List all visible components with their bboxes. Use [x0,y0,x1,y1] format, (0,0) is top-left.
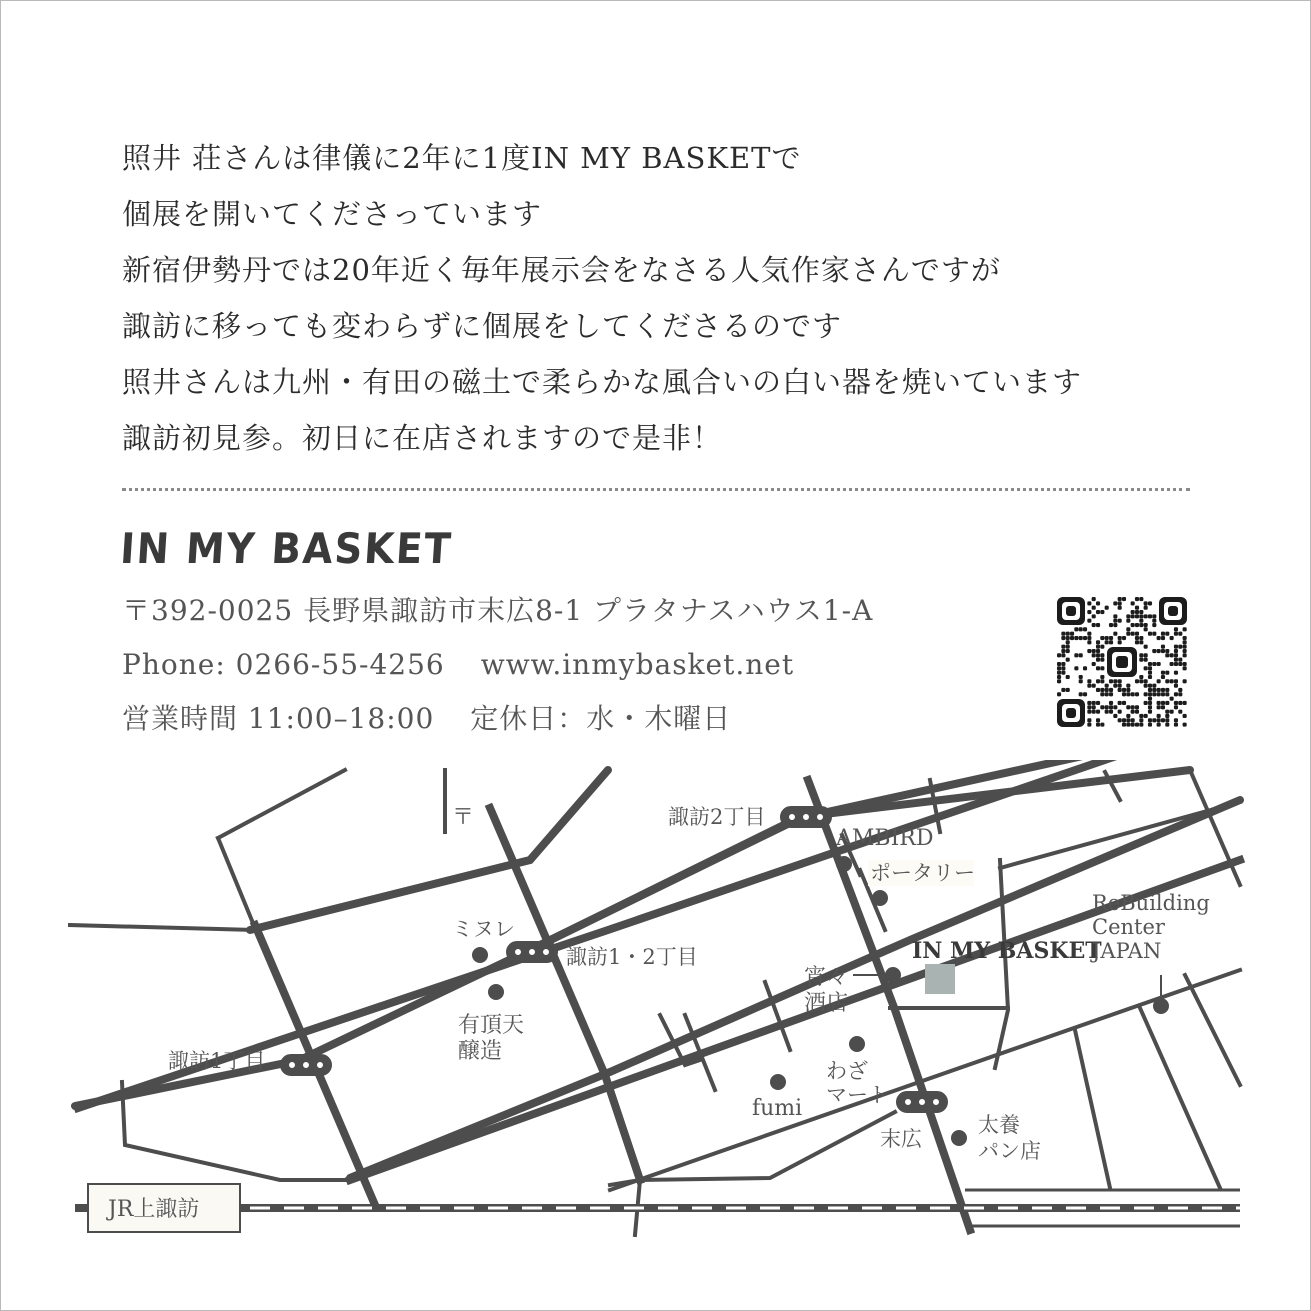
taiyo-marker [951,1130,967,1146]
waza-marker [849,1036,865,1052]
qr-code-icon[interactable] [1057,597,1187,727]
shop-hours-row [122,692,873,746]
rebuilding-label-2: Center [1092,915,1165,939]
road-network [70,760,1280,1235]
signal-label-suehiro: 末広 [880,1127,922,1151]
signal-label-suwa12: 諏訪1・2丁目 [566,945,698,969]
rebuilding-label-3: JAPAN [1092,939,1162,963]
fumi-marker [770,1074,786,1090]
signal-icon [508,943,556,961]
taiyo-label-1: 太養 [978,1113,1020,1137]
signal-label-suwa1: 諏訪1丁目 [168,1049,266,1073]
shop-closed: 定休日：水・木曜日 [470,702,732,735]
railway [75,1190,1240,1226]
shop-hours: 営業時間 11:00–18:00 [122,702,435,735]
signal-icon [782,808,830,826]
shop-marker [925,964,955,994]
signal-icon [898,1093,946,1111]
minure-marker [472,947,488,963]
access-map [0,760,1311,1311]
station-label: JR上諏訪 [108,1197,200,1222]
rebuilding-marker [1153,998,1169,1014]
post-office-label: 〒 [452,805,475,830]
pottery-label: ポータリー [870,861,975,885]
ambird-marker [836,856,852,872]
waza-label-2: マート [826,1083,889,1107]
intro-text [122,130,1222,466]
waza-label-1: わざ [826,1059,868,1083]
shop-phone: Phone: 0266-55-4256 [122,648,445,681]
shop-address: 〒392-0025 長野県諏訪市末広8-1 プラタナスハウス1-A [122,594,874,627]
shop-contact [122,638,873,692]
fumi-label: fumi [752,1096,803,1121]
intro-line: 照井 荘さんは律儀に2年に1度IN MY BASKETで [122,141,802,175]
signal-icon [282,1056,330,1074]
shop-url[interactable]: www.inmybasket.net [480,648,795,681]
uchoten-label-2: 醸造 [458,1039,503,1064]
map-shop-label: IN MY BASKET [912,938,1102,964]
yoiyoi-label-2: 酒店 [804,991,849,1016]
uchoten-marker [488,984,504,1000]
ambird-label: AMBIRD [836,826,934,851]
intro-line: 個展を開いてくださっています [122,197,543,231]
uchoten-label-1: 有頂天 [458,1013,525,1038]
pottery-marker [872,890,888,906]
rebuilding-label-1: ReBuilding [1092,891,1210,915]
signal-label-suwa2: 諏訪2丁目 [668,805,766,829]
intro-line: 諏訪初見参。初日に在店されますので是非！ [122,421,723,455]
minure-label: ミヌレ [452,917,515,941]
taiyo-label-2: パン店 [978,1139,1041,1163]
intro-line: 照井さんは九州・有田の磁土で柔らかな風合いの白い器を焼いています [122,365,1083,399]
intro-line: 諏訪に移っても変わらずに個展をしてくださるのです [122,309,843,343]
station-box [88,1184,240,1232]
yoiyoi-label-1: 宵々 [804,965,849,990]
yoiyoi-marker [885,967,901,983]
dotted-divider [122,488,1190,491]
intro-line: 新宿伊勢丹では20年近く毎年展示会をなさる人気作家さんですが [122,253,1001,287]
shop-info [122,584,873,746]
shop-logo: IN MY BASKET [118,524,455,573]
